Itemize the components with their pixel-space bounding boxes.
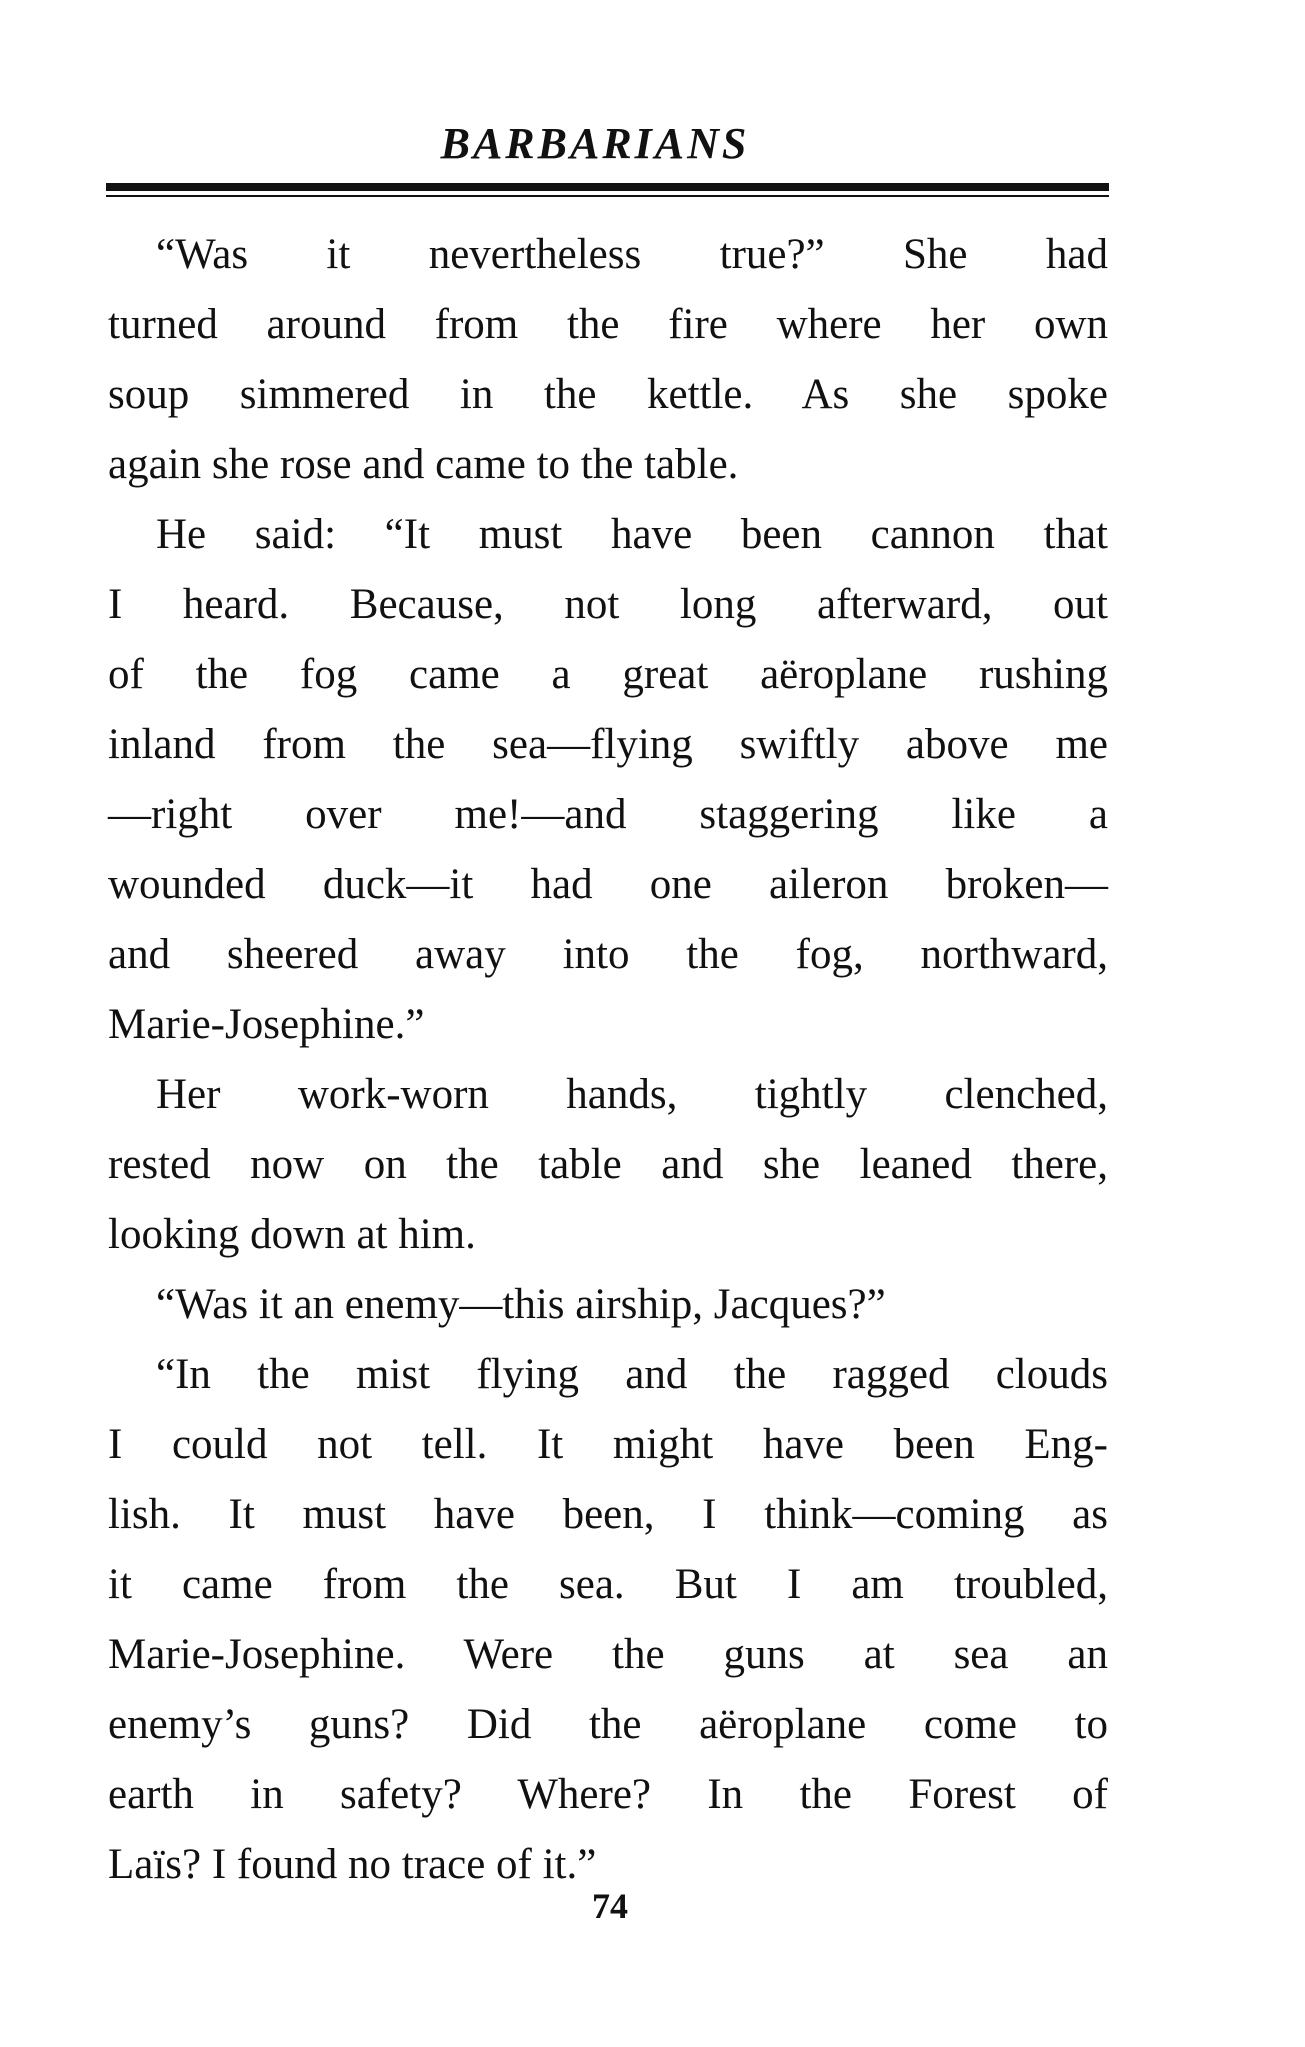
paragraph-2	[108, 500, 1108, 1060]
paragraph-1	[108, 220, 1108, 500]
body-text	[108, 220, 1108, 1900]
text-line: “Was it nevertheless true?” She had	[156, 231, 1108, 278]
text-line: it came from the sea. But I am troubled,	[108, 1561, 1108, 1608]
text-line: inland from the sea—flying swiftly above me	[108, 721, 1108, 768]
text-line: again she rose and came to the table.	[108, 441, 739, 488]
text-line: I could not tell. It might have been Eng-	[108, 1421, 1108, 1468]
running-head: BARBARIANS	[440, 119, 750, 168]
text-line: “In the mist flying and the ragged clouds	[156, 1351, 1108, 1398]
text-line: looking down at him.	[108, 1211, 476, 1258]
text-line: of the fog came a great aëroplane rushing	[108, 651, 1108, 698]
text-line: wounded duck—it had one aileron broken—	[108, 861, 1108, 908]
text-line: He said: “It must have been cannon that	[156, 511, 1108, 558]
paragraph-4	[108, 1270, 1108, 1340]
text-line: —right over me!—and staggering like a	[108, 791, 1108, 838]
text-line: Marie-Josephine. Were the guns at sea an	[108, 1631, 1108, 1678]
text-line: Marie-Josephine.”	[108, 1001, 425, 1048]
text-line: earth in safety? Where? In the Forest of	[108, 1771, 1108, 1818]
text-line: and sheered away into the fog, northward,	[108, 931, 1108, 978]
text-line: lish. It must have been, I think—coming as	[108, 1491, 1108, 1538]
text-line: “Was it an enemy—this airship, Jacques?”	[156, 1281, 886, 1328]
text-line: soup simmered in the kettle. As she spoke	[108, 371, 1108, 418]
text-line: I heard. Because, not long afterward, out	[108, 581, 1108, 628]
text-line: enemy’s guns? Did the aëroplane come to	[108, 1701, 1108, 1748]
page-number: 74	[592, 1886, 628, 1926]
paragraph-5	[108, 1340, 1108, 1900]
paragraph-3	[108, 1060, 1108, 1270]
text-line: turned around from the fire where her own	[108, 301, 1108, 348]
header-rule-thick	[106, 183, 1109, 191]
text-line: Her work-worn hands, tightly clenched,	[156, 1071, 1108, 1118]
text-line: rested now on the table and she leaned there,	[108, 1141, 1108, 1188]
text-line: Laïs? I found no trace of it.”	[108, 1841, 597, 1888]
header-rule-thin	[106, 195, 1109, 197]
